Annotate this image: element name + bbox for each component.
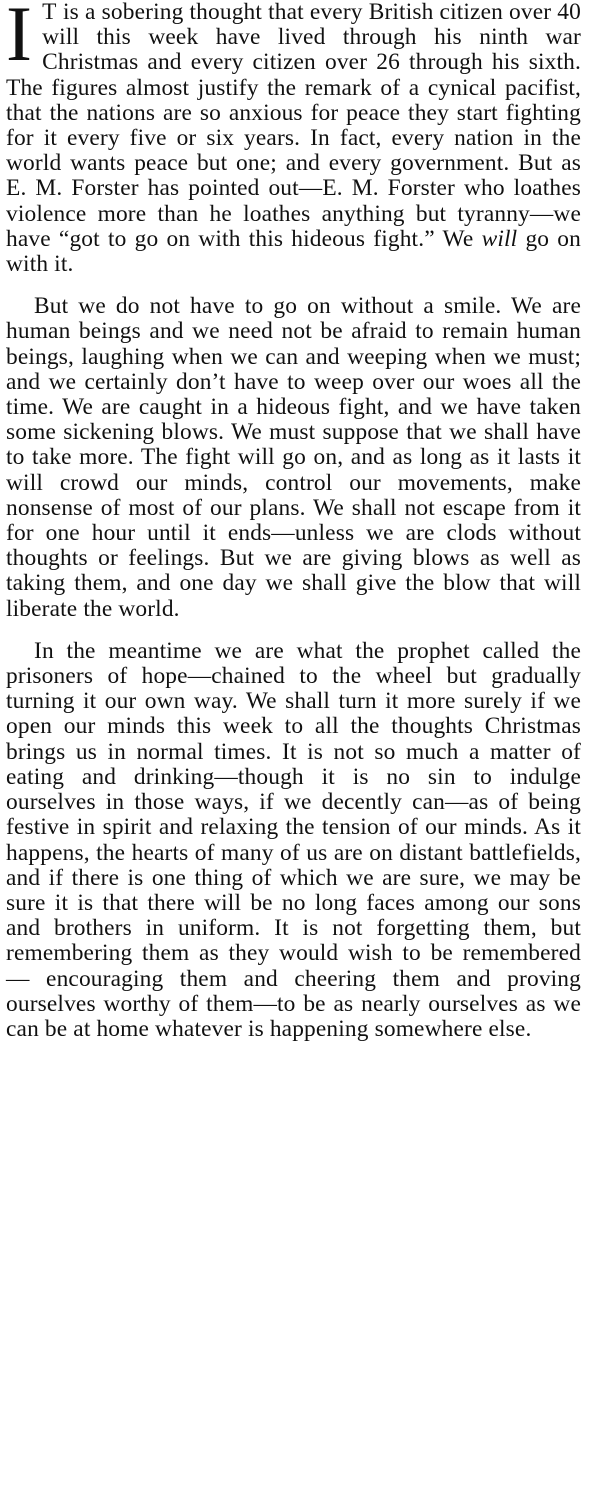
paragraph-1-text-a: is a sobering thought that every British citizen over 40 will this week have lived through his ninth war Christmas and every citizen over 26 through his sixth. The figures almost justify the remark of a cynical pacifist, that the nations are so anxious for peace they start fighting for it every five or six years. In fact, every nation in the world wants peace but one; and every government. But as E. M. Forster has pointed out—E. M. Forster who loathes violence more than he loathes anything but tyranny—we have “got to go on with this hideous fight.” We bbox=[6, 0, 581, 252]
paragraph-2: But we do not have to go on without a smile. We are human beings and we need not be afraid to remain human beings, laughing when we can and weeping when we must; and we certainly don’t have to weep over our woes all the time. We are caught in a hideous fight, and we have taken some sickening blows. We must suppose that we shall have to take more. The fight will go on, and as long as it lasts it will crowd our minds, control our movements, make nonsense of most of our plans. We shall not escape from it for one hour until it ends—unless we are clods without thoughts or feelings. But we are giving blows as well as taking them, and one day we shall give the blow that will liberate the world. bbox=[6, 293, 581, 622]
paragraph-1-lead: T bbox=[42, 0, 57, 25]
paragraph-3: In the meantime we are what the prophet called the prisoners of hope—chained to the wheel but gradually turning it our own way. We shall turn it more surely if we open our minds this week to all the thoughts Christmas brings us in normal times. It is not so much a matter of eating and drinking—though it is no sin to indulge ourselves in those ways, if we decently can—as of being festive in spirit and relaxing the tension of our minds. As it happens, the hearts of many of us are on distant battlefields, and if there is one thing of which we are sure, we may be sure it is that there will be no long faces among our sons and brothers in uniform. It is not forgetting them, but remembering them as they would wish to be remembered — encouraging them and cheering them and proving ourselves worthy of them—to be as nearly ourselves as we can be at home whatever is happening somewhere else. bbox=[6, 637, 581, 1042]
paragraph-1-text-b: go on with it. bbox=[6, 225, 581, 278]
paragraph-1 bbox=[6, 0, 581, 277]
article-body bbox=[6, 0, 581, 1042]
drop-cap: I bbox=[6, 0, 33, 77]
paragraph-1-emphasis: will bbox=[481, 225, 518, 252]
